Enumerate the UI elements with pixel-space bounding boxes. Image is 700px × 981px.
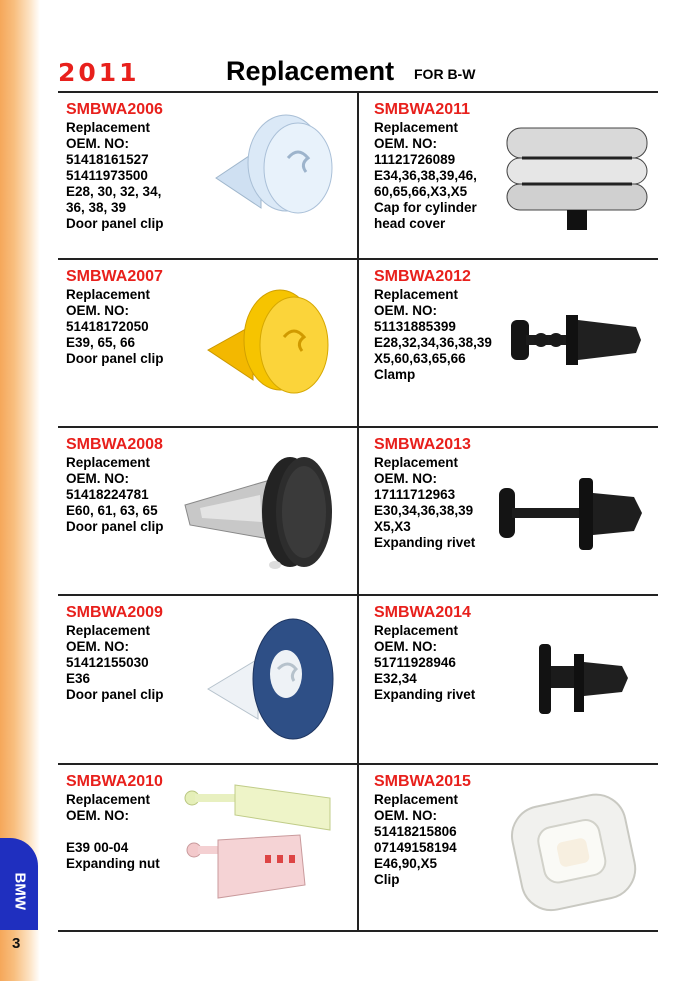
detail-line: OEM. NO: [374, 136, 437, 151]
detail-line: 51418215806 [374, 824, 457, 839]
detail-line: Expanding rivet [374, 535, 476, 550]
black-expanding-rivet-icon [494, 473, 654, 558]
product-details [374, 455, 475, 551]
detail-line: Door panel clip [66, 351, 164, 366]
blue-door-panel-clip-icon [198, 614, 338, 749]
detail-line: E34,36,38,39,46, [374, 168, 477, 183]
detail-line: OEM. NO: [66, 808, 129, 823]
product-code: SMBWA2013 [374, 436, 471, 453]
product-code: SMBWA2009 [66, 604, 163, 621]
detail-line: E32,34 [374, 671, 417, 686]
clear-square-clip-icon [506, 785, 646, 915]
product-code: SMBWA2014 [374, 604, 471, 621]
product-code: SMBWA2010 [66, 773, 163, 790]
side-gradient-bar [0, 0, 40, 981]
detail-line: 51418224781 [66, 487, 149, 502]
product-code: SMBWA2012 [374, 268, 471, 285]
detail-line: Replacement [374, 455, 459, 470]
detail-line: Cap for cylinder [374, 200, 477, 215]
detail-line: E39 00-04 [66, 840, 129, 855]
product-card [58, 428, 348, 594]
product-details [374, 623, 475, 703]
yellow-door-panel-clip-icon [198, 285, 338, 400]
product-details [66, 623, 164, 703]
page-header [58, 56, 658, 92]
detail-line: 11121726089 [374, 152, 456, 167]
product-card [366, 596, 656, 762]
white-door-panel-clip-icon [206, 108, 336, 233]
detail-line: Replacement [66, 287, 151, 302]
black-clamp-icon [506, 305, 656, 375]
detail-line: E39, 65, 66 [66, 335, 136, 350]
detail-line: Door panel clip [66, 216, 164, 231]
product-code: SMBWA2008 [66, 436, 163, 453]
product-card [58, 93, 348, 259]
brand-tab-label: BMW [11, 872, 29, 910]
detail-line: Clip [374, 872, 400, 887]
detail-line: OEM. NO: [66, 471, 129, 486]
detail-line: E28,32,34,36,38,39 [374, 335, 492, 350]
detail-line: E30,34,36,38,39 [374, 503, 474, 518]
detail-line: Replacement [374, 792, 459, 807]
column-divider [357, 93, 359, 931]
detail-line: Replacement [66, 792, 151, 807]
product-details [66, 792, 160, 872]
detail-line: E36 [66, 671, 91, 686]
detail-line: Replacement [374, 287, 459, 302]
detail-line: 51411973500 [66, 168, 148, 183]
detail-line: X5,X3 [374, 519, 411, 534]
detail-line: Replacement [66, 455, 151, 470]
product-code: SMBWA2015 [374, 773, 471, 790]
product-card [58, 596, 348, 762]
detail-line: 51418172050 [66, 319, 149, 334]
detail-line: 07149158194 [374, 840, 457, 855]
grey-black-door-panel-clip-icon [180, 450, 340, 575]
detail-line: X5,60,63,65,66 [374, 351, 466, 366]
cylinder-head-cover-cap-icon [502, 118, 652, 238]
product-card [366, 93, 656, 259]
detail-line: 17111712963 [374, 487, 456, 502]
catalog-year: 2011 [58, 58, 140, 87]
detail-line: Replacement [374, 623, 459, 638]
detail-line: E60, 61, 63, 65 [66, 503, 158, 518]
product-code: SMBWA2011 [374, 101, 471, 118]
detail-line: OEM. NO: [374, 808, 437, 823]
detail-line: Clamp [374, 367, 416, 382]
detail-line: OEM. NO: [66, 136, 129, 151]
product-card [366, 765, 656, 931]
detail-line: 51711928946 [374, 655, 456, 670]
detail-line: Expanding rivet [374, 687, 476, 702]
detail-line: OEM. NO: [66, 639, 129, 654]
product-card [58, 765, 348, 931]
detail-line: OEM. NO: [374, 639, 437, 654]
product-details [66, 455, 164, 535]
detail-line: 51131885399 [374, 319, 456, 334]
detail-line: OEM. NO: [374, 303, 437, 318]
product-details [374, 120, 477, 232]
detail-line: Door panel clip [66, 519, 164, 534]
product-code: SMBWA2007 [66, 268, 163, 285]
detail-line: 51418161527 [66, 152, 149, 167]
expanding-nut-icon [180, 780, 350, 910]
product-details [66, 287, 164, 367]
detail-line: E46,90,X5 [374, 856, 438, 871]
detail-line: 51412155030 [66, 655, 149, 670]
brand-tab [0, 838, 38, 930]
detail-line: Replacement [66, 120, 151, 135]
detail-line: OEM. NO: [374, 471, 437, 486]
product-details [374, 287, 492, 383]
detail-line [66, 824, 160, 840]
detail-line: head cover [374, 216, 446, 231]
small-black-rivet-icon [534, 636, 639, 726]
page-number: 3 [12, 935, 21, 952]
product-code: SMBWA2006 [66, 101, 163, 118]
page-title: Replacement [226, 56, 395, 86]
detail-line: OEM. NO: [66, 303, 129, 318]
page-subtitle: FOR B-W [414, 66, 476, 82]
detail-line: Replacement [374, 120, 459, 135]
detail-line: Replacement [66, 623, 151, 638]
detail-line: 60,65,66,X3,X5 [374, 184, 468, 199]
detail-line: 36, 38, 39 [66, 200, 127, 215]
detail-line: E28, 30, 32, 34, [66, 184, 162, 199]
detail-line: Expanding nut [66, 856, 160, 871]
product-details [66, 120, 164, 232]
product-card [366, 428, 656, 594]
product-card [58, 260, 348, 426]
product-card [366, 260, 656, 426]
product-details [374, 792, 458, 888]
detail-line: Door panel clip [66, 687, 164, 702]
